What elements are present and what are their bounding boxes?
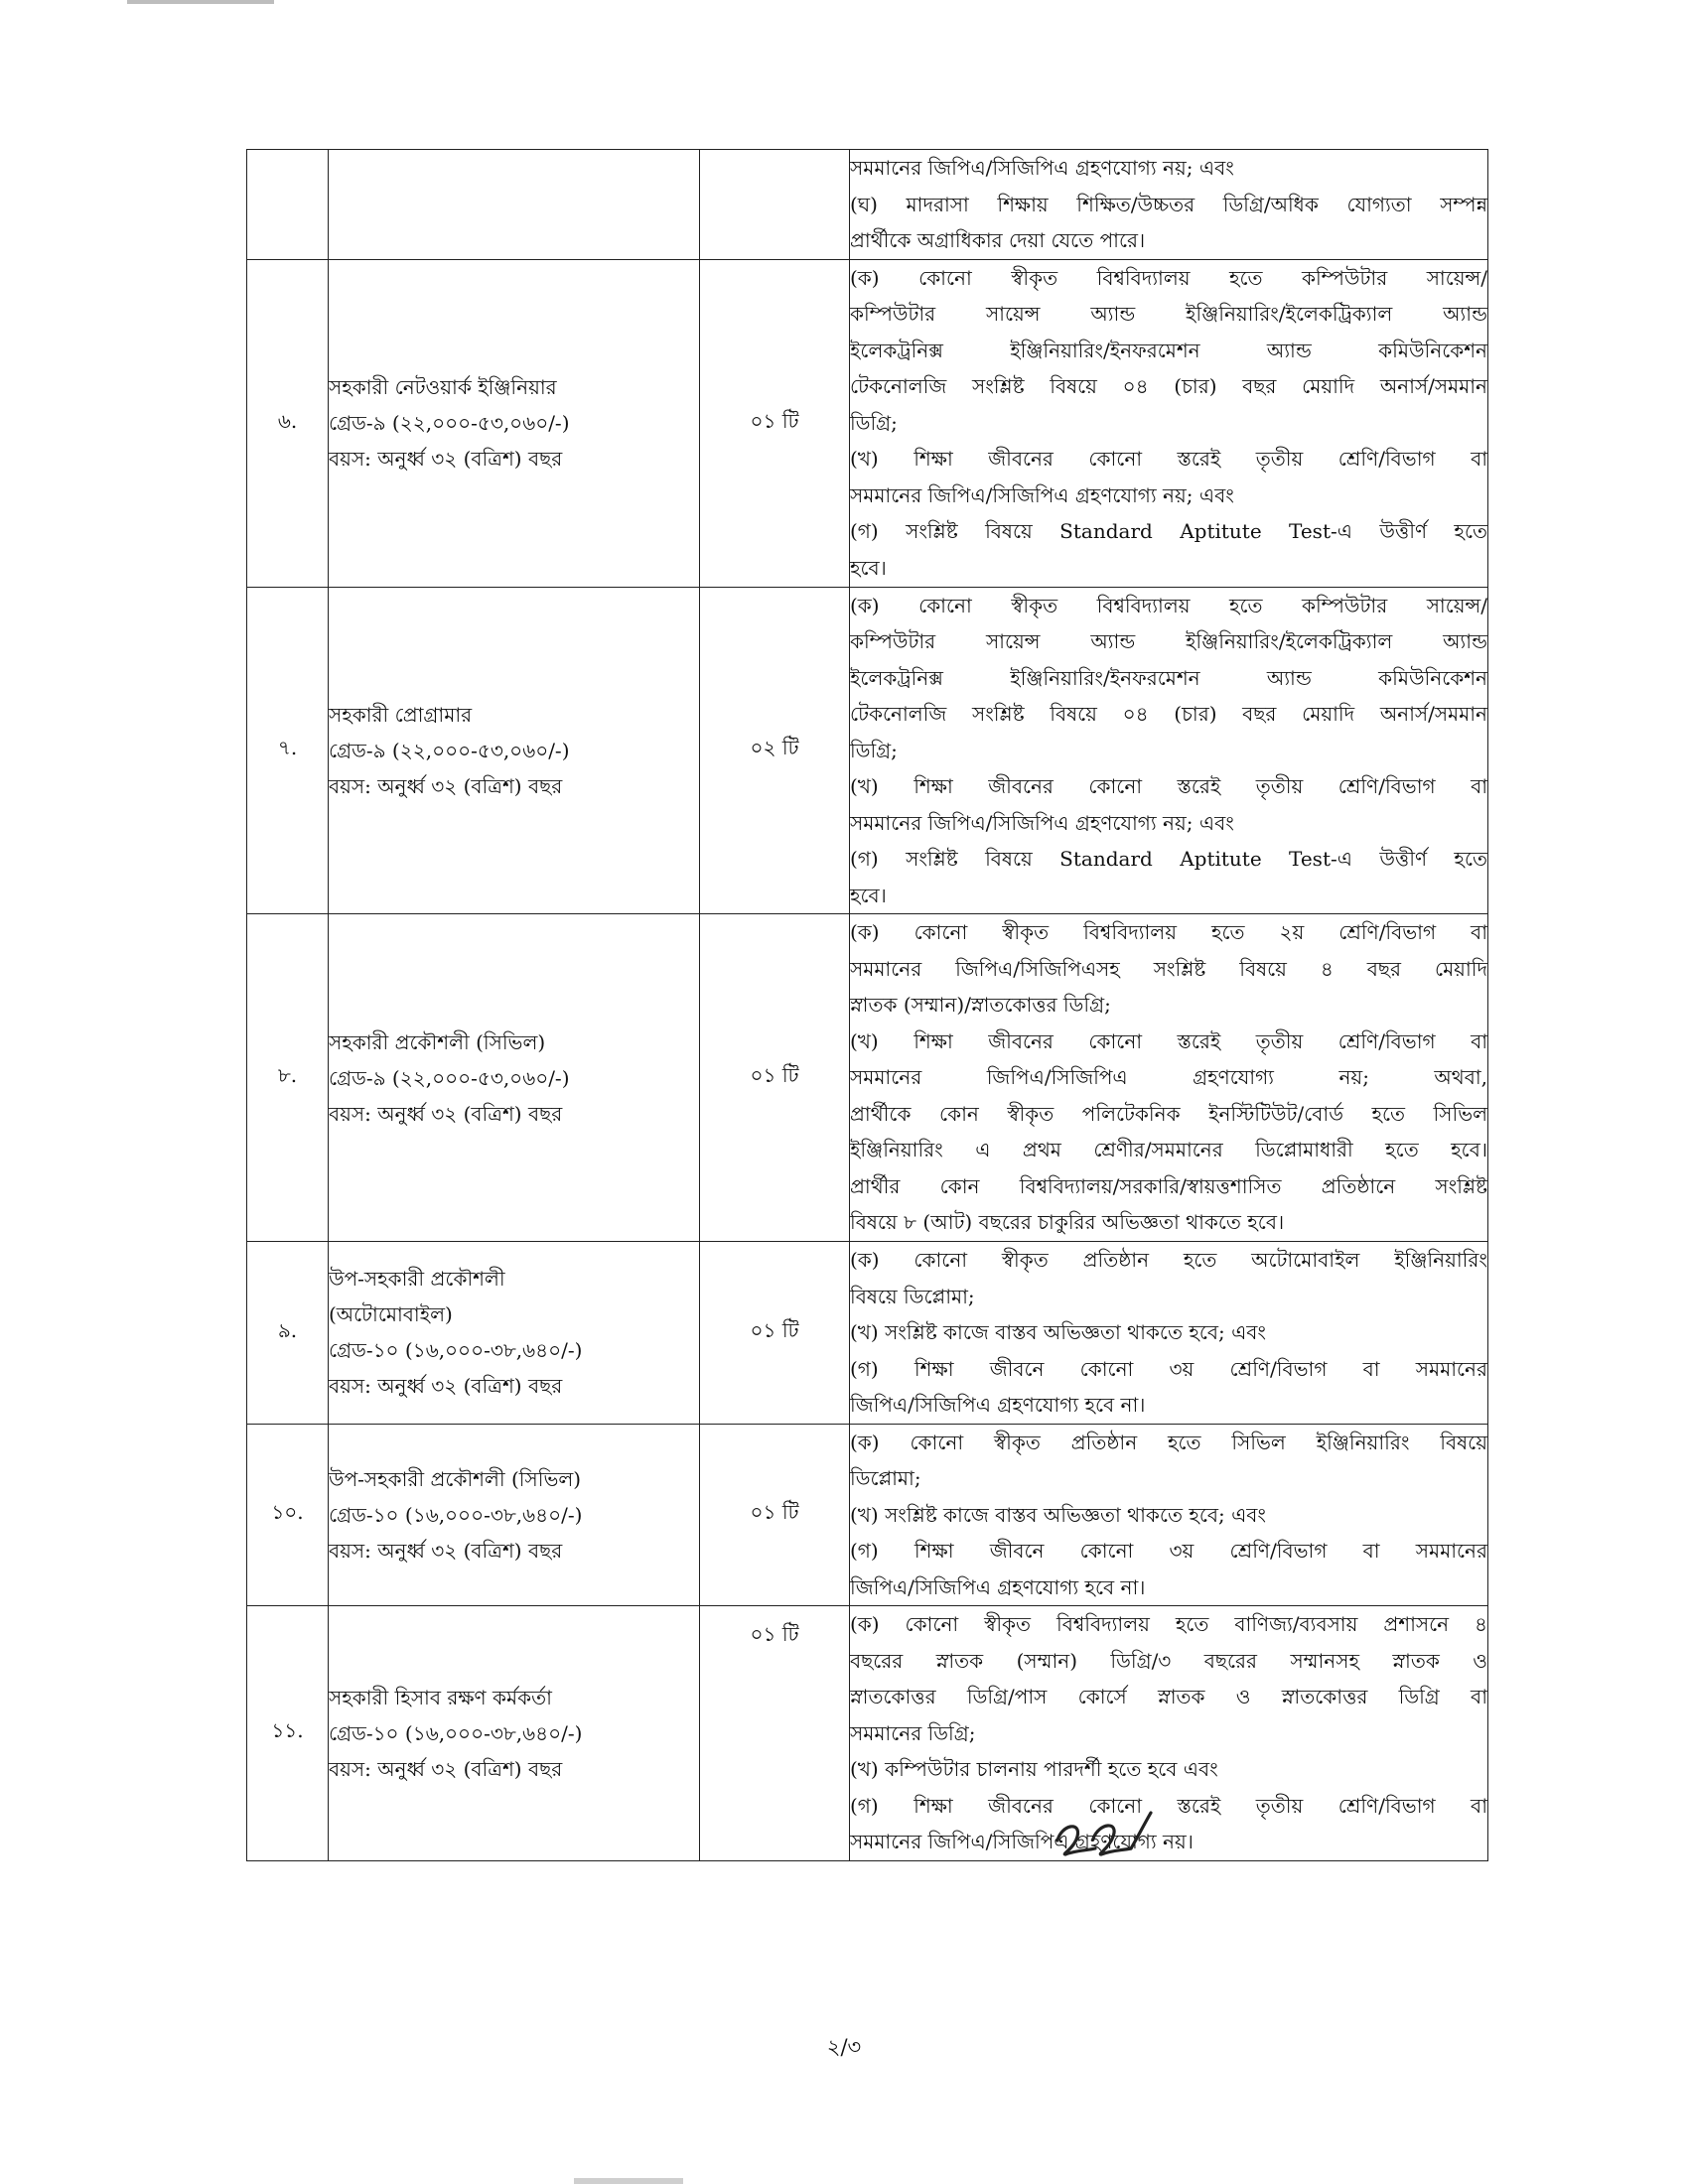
requirement-line: (খ) সংশ্লিষ্ট কাজে বাস্তব অভিজ্ঞতা থাকতে হবে; এবং (850, 1502, 1267, 1527)
post-title: সহকারী নেটওয়ার্ক ইঞ্জিনিয়ার (329, 375, 557, 399)
requirement-line: স্নাতক (সম্মান)/স্নাতকোত্তর ডিগ্রি; (850, 993, 1111, 1018)
table-row (247, 1424, 1488, 1606)
requirement-line: (ক) কোনো স্বীকৃত প্রতিষ্ঠান হতে সিভিল ইঞ্জিনিয়ারিং বিষয়ে (850, 1430, 1487, 1454)
requirement-line: সমমানের জিপিএ/সিজিপিএ গ্রহণযোগ্য নয়; এবং (850, 482, 1234, 507)
requirements-cell (850, 1606, 1488, 1861)
requirement-line: (গ) শিক্ষা জীবনের কোনো স্তরেই তৃতীয় শ্রেণি/বিভাগ বা (850, 1793, 1487, 1818)
post-detail-line: বয়স: অনুর্ধ্ব ৩২ (বত্রিশ) বছর (329, 447, 563, 471)
requirement-line: (গ) সংশ্লিষ্ট বিষয়ে Standard Aptitute Test-এ উত্তীর্ণ হতে (850, 847, 1487, 871)
requirement-line: হবে। (850, 555, 887, 580)
requirement-line: (খ) সংশ্লিষ্ট কাজে বাস্তব অভিজ্ঞতা থাকতে হবে; এবং (850, 1320, 1267, 1344)
requirement-line: ডিগ্রি; (850, 738, 898, 762)
serial-cell: ৮. (247, 914, 329, 1242)
requirement-line: (ক) কোনো স্বীকৃত বিশ্ববিদ্যালয় হতে কম্পিউটার সায়েন্স/ (850, 593, 1487, 617)
post-detail-line: (অটোমোবাইল) (329, 1302, 453, 1327)
requirement-line: সমমানের জিপিএ/সিজিপিএ গ্রহণযোগ্য নয়; এবং (850, 156, 1234, 180)
requirement-line: জিপিএ/সিজিপিএ গ্রহণযোগ্য হবে না। (850, 1574, 1146, 1599)
requirements-cell (850, 587, 1488, 914)
table-row (247, 150, 1488, 260)
requirement-line: ডিপ্লোমা; (850, 1466, 921, 1490)
post-count-cell: ০২ টি (700, 587, 850, 914)
post-title: সহকারী হিসাব রক্ষণ কর্মকর্তা (329, 1685, 552, 1709)
serial-cell: ৬. (247, 259, 329, 587)
requirement-line: হবে। (850, 883, 887, 907)
requirement-line: সমমানের জিপিএ/সিজিপিএ গ্রহণযোগ্য নয়। (850, 1830, 1194, 1853)
requirement-line: সমমানের ডিগ্রি; (850, 1720, 976, 1745)
requirement-line: (ক) কোনো স্বীকৃত বিশ্ববিদ্যালয় হতে কম্পিউটার সায়েন্স/ (850, 265, 1487, 290)
requirement-line: ইঞ্জিনিয়ারিং এ প্রথম শ্রেণীর/সমমানের ডিপ্লোমাধারী হতে হবে। (850, 1138, 1487, 1162)
table-row (247, 587, 1488, 914)
post-cell (329, 587, 700, 914)
serial-cell: ১১. (247, 1606, 329, 1861)
post-title: সহকারী প্রোগ্রামার (329, 702, 473, 727)
requirement-line: (খ) কম্পিউটার চালনায় পারদর্শী হতে হবে এবং (850, 1757, 1218, 1781)
post-detail-line: বয়স: অনুর্ধ্ব ৩২ (বত্রিশ) বছর (329, 1374, 563, 1399)
requirement-line: স্নাতকোত্তর ডিগ্রি/পাস কোর্সে স্নাতক ও স্নাতকোত্তর ডিগ্রি বা (850, 1685, 1487, 1708)
requirement-line: (ক) কোনো স্বীকৃত বিশ্ববিদ্যালয় হতে বাণিজ্য/ব্যবসায় প্রশাসনে ৪ (850, 1612, 1487, 1636)
table-row (247, 1606, 1488, 1861)
requirement-line: জিপিএ/সিজিপিএ গ্রহণযোগ্য হবে না। (850, 1393, 1146, 1417)
requirement-line: (ক) কোনো স্বীকৃত বিশ্ববিদ্যালয় হতে ২য় শ্রেণি/বিভাগ বা (850, 920, 1487, 945)
requirement-line: ইলেকট্রনিক্স ইঞ্জিনিয়ারিং/ইনফরমেশন অ্যান্ড কমিউনিকেশন (850, 665, 1487, 690)
post-count-cell: ০১ টি (700, 259, 850, 587)
requirement-line: ইলেকট্রনিক্স ইঞ্জিনিয়ারিং/ইনফরমেশন অ্যান্ড কমিউনিকেশন (850, 338, 1487, 362)
requirement-line: কম্পিউটার সায়েন্স অ্যান্ড ইঞ্জিনিয়ারিং/ইলেকট্রিক্যাল অ্যান্ড (850, 302, 1487, 327)
post-cell (329, 259, 700, 587)
requirement-line: ডিগ্রি; (850, 410, 898, 435)
vacancy-table (246, 149, 1488, 1861)
requirements-cell (850, 259, 1488, 587)
post-count-cell: ০১ টি (700, 1242, 850, 1425)
requirement-line: প্রার্থীর কোন বিশ্ববিদ্যালয়/সরকারি/স্বায়ত্তশাসিত প্রতিষ্ঠানে সংশ্লিষ্ট (850, 1173, 1487, 1198)
post-detail-line: গ্রেড-৯ (২২,০০০-৫৩,০৬০/-) (329, 738, 570, 762)
signature-initials (1048, 1799, 1167, 1868)
top-edge-mark (127, 0, 274, 4)
post-count-cell: ০১ টি (700, 1424, 850, 1606)
post-detail-line: গ্রেড-১০ (১৬,০০০-৩৮,৬৪০/-) (329, 1720, 583, 1745)
post-cell (329, 150, 700, 260)
bottom-edge-mark (574, 2178, 683, 2184)
post-cell (329, 1606, 700, 1861)
requirement-line: সমমানের জিপিএ/সিজিপিএসহ সংশ্লিষ্ট বিষয়ে ৪ বছর মেয়াদি (850, 956, 1487, 981)
requirement-line: বিষয়ে ৮ (আট) বছরের চাকুরির অভিজ্ঞতা থাকতে হবে। (850, 1210, 1285, 1235)
requirements-cell (850, 150, 1488, 260)
post-detail-line: বয়স: অনুর্ধ্ব ৩২ (বত্রিশ) বছর (329, 773, 563, 798)
requirement-line: (ঘ) মাদরাসা শিক্ষায় শিক্ষিত/উচ্চতর ডিগ্রি/অধিক যোগ্যতা সম্পন্ন (850, 192, 1487, 216)
requirement-line: প্রার্থীকে কোন স্বীকৃত পলিটেকনিক ইনস্টিটিউট/বোর্ড হতে সিভিল (850, 1101, 1487, 1126)
post-detail-line: বয়স: অনুর্ধ্ব ৩২ (বত্রিশ) বছর (329, 1101, 563, 1126)
post-detail-line: গ্রেড-৯ (২২,০০০-৫৩,০৬০/-) (329, 411, 570, 435)
requirement-line: কম্পিউটার সায়েন্স অ্যান্ড ইঞ্জিনিয়ারিং/ইলেকট্রিক্যাল অ্যান্ড (850, 629, 1487, 653)
requirement-line: (ক) কোনো স্বীকৃত প্রতিষ্ঠান হতে অটোমোবাইল ইঞ্জিনিয়ারিং (850, 1248, 1487, 1272)
requirement-line: (খ) শিক্ষা জীবনের কোনো স্তরেই তৃতীয় শ্রেণি/বিভাগ বা (850, 774, 1487, 798)
post-cell (329, 1424, 700, 1606)
table-row (247, 259, 1488, 587)
requirement-line: বিষয়ে ডিপ্লোমা; (850, 1284, 975, 1308)
requirement-line: সমমানের জিপিএ/সিজিপিএ গ্রহণযোগ্য নয়; এবং (850, 810, 1234, 835)
requirements-cell (850, 1242, 1488, 1425)
requirement-line: টেকনোলজি সংশ্লিষ্ট বিষয়ে ০৪ (চার) বছর মেয়াদি অনার্স/সমমান (850, 374, 1487, 399)
requirement-line: সমমানের জিপিএ/সিজিপিএ গ্রহণযোগ্য নয়; অথবা, (850, 1065, 1487, 1090)
post-title: উপ-সহকারী প্রকৌশলী (সিভিল) (329, 1466, 582, 1491)
serial-cell: ৯. (247, 1242, 329, 1425)
requirements-cell (850, 1424, 1488, 1606)
requirements-cell (850, 914, 1488, 1242)
requirement-line: (খ) শিক্ষা জীবনের কোনো স্তরেই তৃতীয় শ্রেণি/বিভাগ বা (850, 447, 1487, 472)
post-count-cell: ০১ টি (700, 914, 850, 1242)
serial-cell: ৭. (247, 587, 329, 914)
post-detail-line: বয়স: অনুর্ধ্ব ৩২ (বত্রিশ) বছর (329, 1538, 563, 1563)
serial-cell: ১০. (247, 1424, 329, 1606)
post-cell (329, 1242, 700, 1425)
post-detail-line: গ্রেড-৯ (২২,০০০-৫৩,০৬০/-) (329, 1065, 570, 1090)
post-count-cell (700, 150, 850, 260)
requirement-line: (গ) শিক্ষা জীবনে কোনো ৩য় শ্রেণি/বিভাগ বা সমমানের (850, 1539, 1487, 1563)
post-title: সহকারী প্রকৌশলী (সিভিল) (329, 1029, 546, 1054)
table-row (247, 914, 1488, 1242)
post-detail-line: গ্রেড-১০ (১৬,০০০-৩৮,৬৪০/-) (329, 1502, 583, 1527)
requirement-line: প্রার্থীকে অগ্রাধিকার দেয়া যেতে পারে। (850, 228, 1146, 252)
requirement-line: (খ) শিক্ষা জীবনের কোনো স্তরেই তৃতীয় শ্রেণি/বিভাগ বা (850, 1028, 1487, 1053)
post-title: উপ-সহকারী প্রকৌশলী (329, 1267, 505, 1292)
requirement-line: বছরের স্নাতক (সম্মান) ডিগ্রি/৩ বছরের সম্মানসহ স্নাতক ও (850, 1648, 1487, 1673)
requirement-line: টেকনোলজি সংশ্লিষ্ট বিষয়ে ০৪ (চার) বছর মেয়াদি অনার্স/সমমান (850, 702, 1487, 726)
post-detail-line: বয়স: অনুর্ধ্ব ৩২ (বত্রিশ) বছর (329, 1756, 563, 1781)
post-count-cell: ০১ টি (700, 1606, 850, 1861)
table-row (247, 1242, 1488, 1425)
requirement-line: (গ) শিক্ষা জীবনে কোনো ৩য় শ্রেণি/বিভাগ বা সমমানের (850, 1356, 1487, 1381)
serial-cell (247, 150, 329, 260)
page-number: ২/৩ (826, 2035, 862, 2059)
post-cell (329, 914, 700, 1242)
requirement-line: (গ) সংশ্লিষ্ট বিষয়ে Standard Aptitute Test-এ উত্তীর্ণ হতে (850, 519, 1487, 544)
post-detail-line: গ্রেড-১০ (১৬,০০০-৩৮,৬৪০/-) (329, 1338, 583, 1363)
